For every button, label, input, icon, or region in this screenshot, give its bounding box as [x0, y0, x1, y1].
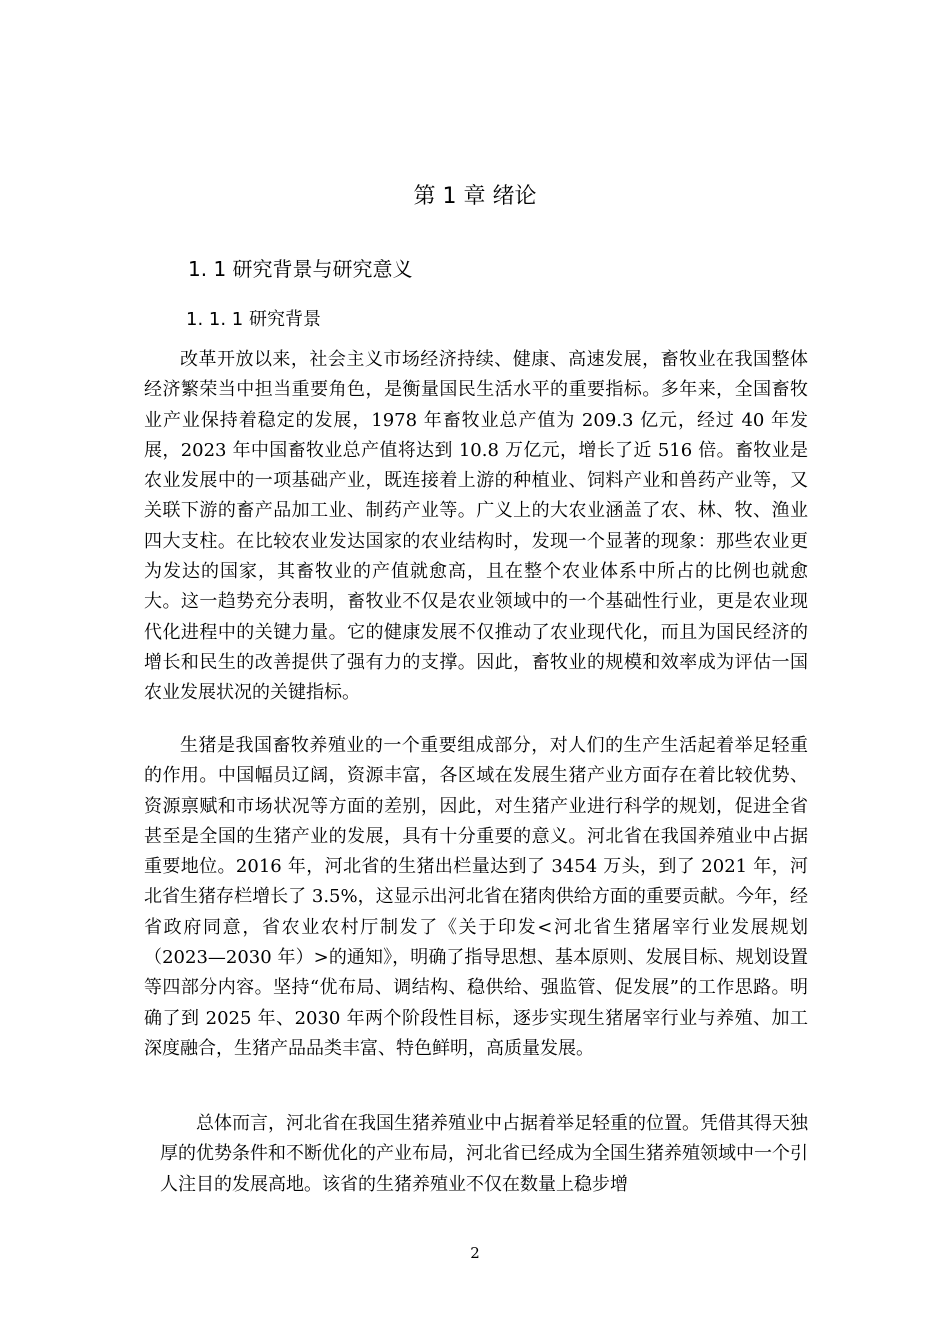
subsection-title: 1. 1. 1 研究背景: [186, 309, 321, 330]
body-paragraph: 改革开放以来，社会主义市场经济持续、健康、高速发展，畜牧业在我国整体经济繁荣当中担当重要角色，是衡量国民生活水平的重要指标。多年来，全国畜牧业产业保持着稳定的发展，1978 年畜牧业总产值为 209.3 亿元，经过 40 年发展，2023 年中国畜牧业总产值将达到 10.8 万亿元，增长了近 516 倍。畜牧业是农业发展中的一项基础产业，既连接着上游的种植业、饲料产业和兽药产业等，又关联下游的畜产品加工业、制药产业等。广义上的大农业涵盖了农、林、牧、渔业四大支柱。在比较农业发达国家的农业结构时，发现一个显著的现象：那些农业更为发达的国家，其畜牧业的产值就愈高，且在整个农业体系中所占的比例也就愈大。这一趋势充分表明，畜牧业不仅是农业领域中的一个基础性行业，更是农业现代化进程中的关键力量。它的健康发展不仅推动了农业现代化，而且为国民经济的增长和民生的改善提供了强有力的支撑。因此，畜牧业的规模和效率成为评估一国农业发展状况的关键指标。: [144, 349, 808, 704]
page-number: 2: [470, 1244, 480, 1262]
chapter-title: 第 1 章 绪论: [413, 184, 537, 209]
section-title: 1. 1 研究背景与研究意义: [188, 257, 413, 281]
body-paragraph: 生猪是我国畜牧养殖业的一个重要组成部分，对人们的生产生活起着举足轻重的作用。中国幅员辽阔，资源丰富，各区域在发展生猪产业方面存在着比较优势、资源禀赋和市场状况等方面的差别，因此，对生猪产业进行科学的规划，促进全省甚至是全国的生猪产业的发展，具有十分重要的意义。河北省在我国养殖业中占据重要地位。2016 年，河北省的生猪出栏量达到了 3454 万头，到了 2021 年，河北省生猪存栏增长了 3.5%，这显示出河北省在猪肉供给方面的重要贡献。今年，经省政府同意，省农业农村厅制发了《关于印发<河北省生猪屠宰行业发展规划（2023—2030 年）>的通知》，明确了指导思想、基本原则、发展目标、规划设置等四部分内容。坚持“优布局、调结构、稳供给、强监管、促发展”的工作思路。明确了到 2025 年、2030 年两个阶段性目标，逐步实现生猪屠宰行业与养殖、加工深度融合，生猪产品品类丰富、特色鲜明，高质量发展。: [144, 735, 808, 1059]
body-paragraph: 总体而言，河北省在我国生猪养殖业中占据着举足轻重的位置。凭借其得天独厚的优势条件和不断优化的产业布局，河北省已经成为全国生猪养殖领域中一个引人注目的发展高地。该省的生猪养殖业不仅在数量上稳步增: [160, 1113, 808, 1195]
